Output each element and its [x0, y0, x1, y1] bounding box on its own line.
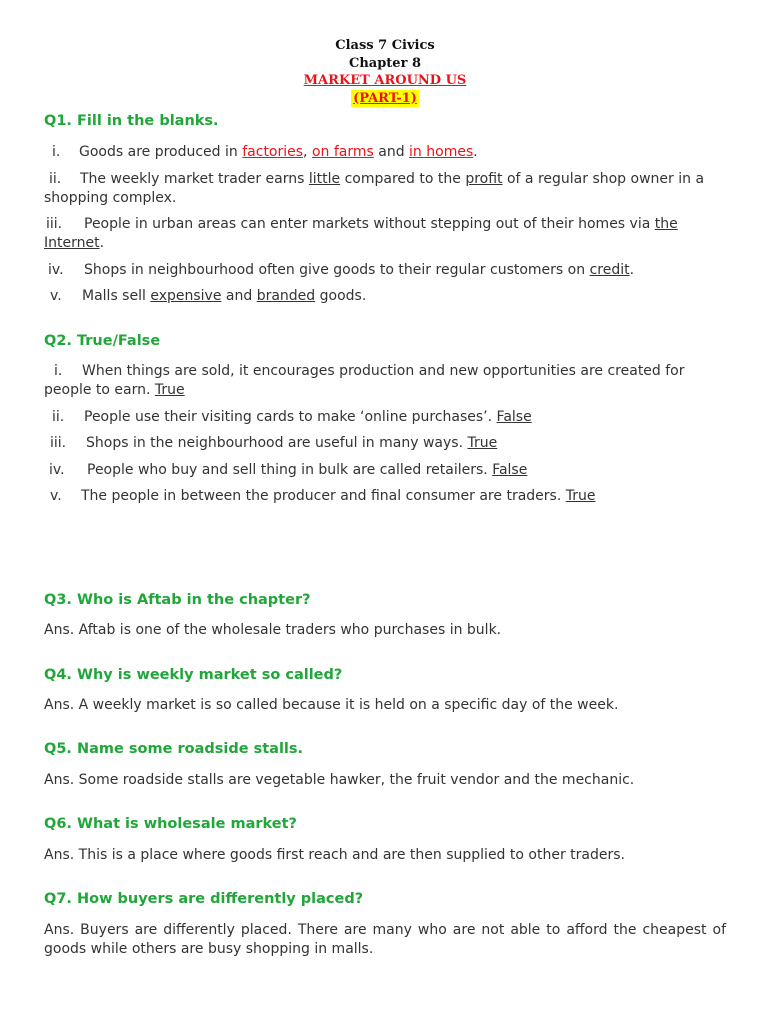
- chapter-name: MARKET AROUND US: [303, 73, 467, 88]
- q1-item-ii: [44, 170, 726, 208]
- item-text: .: [473, 144, 478, 160]
- chapter-title: Chapter 8: [348, 55, 421, 71]
- q5-heading: Q5. Name some roadside stalls.: [44, 741, 304, 757]
- item-number: iv.: [48, 262, 64, 278]
- true-false-answer: False: [496, 409, 532, 425]
- blank-answer: the Internet: [44, 216, 678, 251]
- item-text: and: [373, 144, 410, 160]
- blank-answer: profit: [465, 171, 503, 187]
- item-text: People who buy and sell thing in bulk are called retailers.: [87, 462, 493, 478]
- q7-answer: Ans. Buyers are differently placed. There are many who are not able to afford the cheapest of goods while others are busy shopping in malls.: [44, 922, 726, 957]
- q2-item-ii: [44, 408, 726, 427]
- item-number: iii.: [50, 435, 67, 451]
- part-label: (PART-1): [353, 90, 417, 106]
- item-number: i.: [52, 144, 61, 160]
- q1-heading: Q1. Fill in the blanks.: [44, 113, 219, 129]
- item-number: ii.: [52, 409, 65, 425]
- item-text: People use their visiting cards to make ‘online purchases’.: [84, 409, 497, 425]
- blank-answer: expensive: [150, 288, 222, 304]
- document-header: [0, 0, 770, 107]
- q1-item-i: [44, 143, 726, 162]
- item-text: The people in between the producer and final consumer are traders.: [81, 488, 566, 504]
- item-number: iii.: [46, 216, 63, 232]
- true-false-answer: True: [154, 382, 185, 398]
- q2-item-iii: [44, 434, 726, 453]
- blank-answer: credit: [589, 262, 630, 278]
- item-number: iv.: [49, 462, 65, 478]
- item-text: Malls sell: [82, 288, 151, 304]
- q6-heading: Q6. What is wholesale market?: [44, 816, 297, 832]
- blank-answer: on farms: [311, 144, 374, 160]
- q2-item-iv: [44, 461, 726, 480]
- item-text: .: [99, 235, 105, 251]
- item-text: Goods are produced in: [79, 144, 243, 160]
- q7-heading: Q7. How buyers are differently placed?: [44, 891, 364, 907]
- item-text: and: [221, 288, 257, 304]
- q2-item-i: [44, 362, 726, 400]
- item-text: When things are sold, it encourages production and new opportunities are created for people to earn.: [44, 363, 685, 398]
- item-text: The weekly market trader earns: [80, 171, 309, 187]
- true-false-answer: True: [565, 488, 596, 504]
- blank-answer: branded: [256, 288, 316, 304]
- blank-answer: in homes: [409, 144, 474, 160]
- item-text: of a regular shop owner in a shopping complex.: [44, 171, 705, 206]
- q1-item-iv: [44, 261, 726, 280]
- item-text: goods.: [315, 288, 367, 304]
- q3-answer: Ans. Aftab is one of the wholesale traders who purchases in bulk.: [44, 622, 502, 638]
- q4-answer: Ans. A weekly market is so called because it is held on a specific day of the week.: [44, 697, 619, 713]
- item-text: Shops in the neighbourhood are useful in many ways.: [86, 435, 468, 451]
- item-text: ,: [303, 144, 312, 160]
- q1-item-v: [44, 287, 726, 306]
- q1-item-iii: [44, 215, 726, 253]
- item-number: i.: [54, 363, 63, 379]
- item-number: ii.: [49, 171, 62, 187]
- item-text: People in urban areas can enter markets without stepping out of their homes via: [84, 216, 655, 232]
- blank-answer: factories: [242, 144, 304, 160]
- class-title: Class 7 Civics: [335, 38, 435, 53]
- true-false-answer: False: [492, 462, 528, 478]
- true-false-answer: True: [467, 435, 498, 451]
- q2-heading: Q2. True/False: [44, 333, 161, 349]
- item-number: v.: [50, 488, 62, 504]
- q5-answer: Ans. Some roadside stalls are vegetable hawker, the fruit vendor and the mechanic.: [44, 772, 635, 788]
- item-text: compared to the: [340, 171, 466, 187]
- q2-item-v: [44, 487, 726, 506]
- q3-heading: Q3. Who is Aftab in the chapter?: [44, 592, 311, 608]
- item-text: .: [629, 262, 635, 278]
- blank-answer: little: [308, 171, 341, 187]
- q4-heading: Q4. Why is weekly market so called?: [44, 667, 343, 683]
- item-text: Shops in neighbourhood often give goods to their regular customers on: [84, 262, 590, 278]
- q6-answer: Ans. This is a place where goods first reach and are then supplied to other traders.: [44, 847, 625, 863]
- item-number: v.: [50, 288, 62, 304]
